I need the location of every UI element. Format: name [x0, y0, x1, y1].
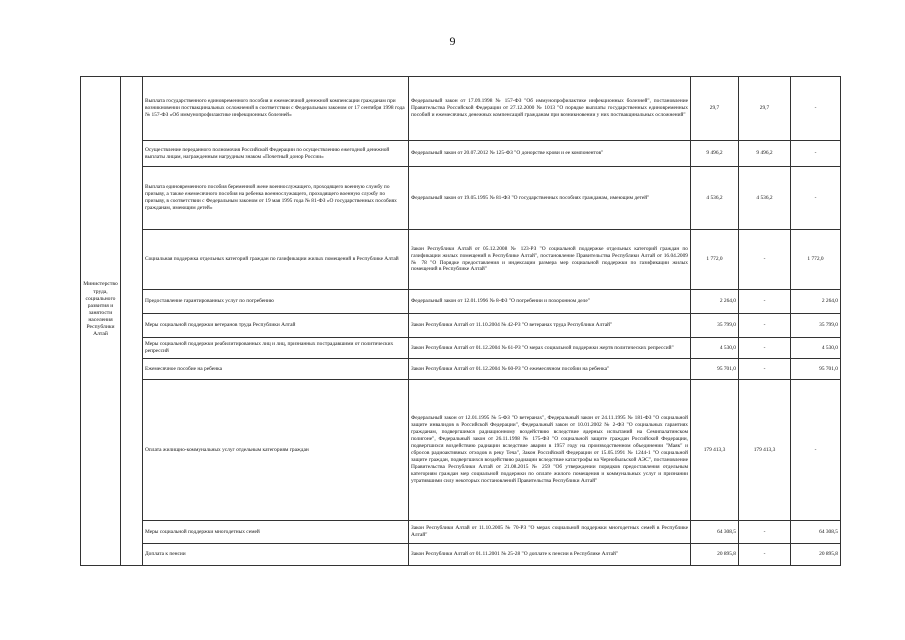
table-row	[81, 167, 841, 230]
legal-basis-cell: Закон Республики Алтай от 01.12.2004 № 60-РЗ "О ежемесячном пособии на ребенка"	[409, 359, 691, 380]
legal-basis-cell: Закон Республики Алтай от 11.10.2005 № 70-РЗ "О мерах социальной поддержки многодетных семей в Республике Алтай"	[409, 521, 691, 544]
legal-basis-cell: Закон Республики Алтай от 01.12.2004 № 61-РЗ "О мерах социальной поддержки жертв политических репрессий"	[409, 338, 691, 359]
federal-cell: -	[739, 230, 791, 290]
total-cell: 179 413,3	[691, 380, 739, 521]
legal-basis-cell: Федеральный закон от 20.07.2012 № 125-ФЗ "О донорстве крови и ее компонентов"	[409, 141, 691, 167]
federal-cell: -	[739, 290, 791, 314]
total-cell: 4 530,0	[691, 338, 739, 359]
regional-cell: 20 895,8	[791, 544, 841, 566]
measure-cell: Осуществление переданного полномочия Российской Федерации по осуществлению ежегодной денежной выплаты лицам, награжденным нагрудным знаком «Почетный донор России»	[143, 141, 409, 167]
empty-column	[121, 77, 143, 566]
measure-cell: Меры социальной поддержки многодетных семей	[143, 521, 409, 544]
measure-cell: Оплата жилищно-коммунальных услуг отдельным категориям граждан	[143, 380, 409, 521]
table-row	[81, 338, 841, 359]
measure-cell: Доплата к пенсии	[143, 544, 409, 566]
regional-cell: 95 701,0	[791, 359, 841, 380]
table-row	[81, 544, 841, 566]
regional-cell: -	[791, 77, 841, 141]
measures-table	[80, 76, 841, 566]
table-row	[81, 359, 841, 380]
federal-cell: 29,7	[739, 77, 791, 141]
total-cell: 9 496,2	[691, 141, 739, 167]
regional-cell: 2 264,0	[791, 290, 841, 314]
regional-cell: -	[791, 167, 841, 230]
legal-basis-cell: Федеральный закон от 12.01.1995 № 5-ФЗ "О ветеранах", Федеральный закон от 24.11.1995 № 181-ФЗ "О социальной защите инвалидов в Российской Федерации", Федеральный закон от 10.01.2002 № 2-ФЗ "О социальных гарантиях гражданам, подвергшимся радиационному воздействию вследствие ядерных испытаний на Семипалатинском полигоне", Федеральный закон от 26.11.1998 № 175-ФЗ "О социальной защите граждан Российской Федерации, подвергшихся воздействию радиации вследствие аварии в 1957 году на производственном объединении "Маяк" и сбросов радиоактивных отходов в реку Теча", Закон Российской Федерации от 15.05.1991 № 1244-1 "О социальной защите граждан, подвергшихся воздействию радиации вследствие катастрофы на Чернобыльской АЭС", постановление Правительства Республики Алтай от 21.08.2015 № 259 "Об утверждении порядков предоставления отдельным категориям граждан мер социальной поддержки по оплате жилого помещения и коммунальных услуг и признании утратившими силу некоторых постановлений Правительства Республики Алтай"	[409, 380, 691, 521]
department-cell: Министерство труда, социального развития и занятости населения Республики Алтай	[81, 77, 121, 566]
regional-cell: 35 799,0	[791, 314, 841, 338]
federal-cell: 4 536,2	[739, 167, 791, 230]
total-cell: 29,7	[691, 77, 739, 141]
measure-cell: Меры социальной поддержки реабилитированных лиц и лиц, признанных пострадавшими от политических репрессий	[143, 338, 409, 359]
legal-basis-cell: Федеральный закон от 19.05.1995 № 81-ФЗ "О государственных пособиях гражданам, имеющим детей"	[409, 167, 691, 230]
measure-cell: Выплата государственного единовременного пособия и ежемесячной денежной компенсации гражданам при возникновении поствакцинальных осложнений в соответствии с Федеральным законом от 17 сентября 1998 года № 157-ФЗ «Об иммунопрофилактике инфекционных болезней»	[143, 77, 409, 141]
measure-cell: Предоставление гарантированных услуг по погребению	[143, 290, 409, 314]
table-row	[81, 521, 841, 544]
federal-cell: -	[739, 544, 791, 566]
table-row	[81, 77, 841, 141]
legal-basis-cell: Закон Республики Алтай от 01.11.2001 № 25-28 "О доплате к пенсии в Республике Алтай"	[409, 544, 691, 566]
legal-basis-cell: Федеральный закон от 17.09.1998 № 157-ФЗ "Об иммунопрофилактике инфекционных болезней", постановление Правительства Российской Федерации от 27.12.2000 № 1013 "О порядке выплаты государственных единовременных пособий и ежемесячных денежных компенсаций гражданам при возникновении у них поствакцинальных осложнений"	[409, 77, 691, 141]
regional-cell: 4 530,0	[791, 338, 841, 359]
legal-basis-cell: Федеральный закон от 12.01.1996 № 8-ФЗ "О погребении и похоронном деле"	[409, 290, 691, 314]
total-cell: 1 772,0	[691, 230, 739, 290]
federal-cell: 179 413,3	[739, 380, 791, 521]
federal-cell: -	[739, 314, 791, 338]
regional-cell: -	[791, 141, 841, 167]
federal-cell: -	[739, 338, 791, 359]
table-row	[81, 380, 841, 521]
federal-cell: -	[739, 359, 791, 380]
federal-cell: -	[739, 521, 791, 544]
regional-cell: -	[791, 380, 841, 521]
measure-cell: Меры социальной поддержки ветеранов труда Республики Алтай	[143, 314, 409, 338]
measure-cell: Социальная поддержка отдельных категорий граждан по газификации жилых помещений в Республике Алтай	[143, 230, 409, 290]
table-row	[81, 230, 841, 290]
total-cell: 95 701,0	[691, 359, 739, 380]
table-row	[81, 314, 841, 338]
total-cell: 35 799,0	[691, 314, 739, 338]
measure-cell: Ежемесячное пособие на ребенка	[143, 359, 409, 380]
total-cell: 20 895,8	[691, 544, 739, 566]
legal-basis-cell: Закон Республики Алтай от 11.10.2004 № 42-РЗ "О ветеранах труда Республики Алтай"	[409, 314, 691, 338]
total-cell: 64 308,5	[691, 521, 739, 544]
table-row	[81, 141, 841, 167]
table-row	[81, 290, 841, 314]
measure-cell: Выплата единовременного пособия беременной жене военнослужащего, проходящего военную службу по призыву, а также ежемесячного пособия на ребенка военнослужащего, проходящего военную службу по призыву, в соответствии с Федеральным законом от 19 мая 1995 года № 81-ФЗ «О государственных пособиях гражданам, имеющим детей»	[143, 167, 409, 230]
total-cell: 2 264,0	[691, 290, 739, 314]
regional-cell: 64 308,5	[791, 521, 841, 544]
total-cell: 4 536,2	[691, 167, 739, 230]
federal-cell: 9 496,2	[739, 141, 791, 167]
page-number: 9	[449, 34, 456, 48]
regional-cell: 1 772,0	[791, 230, 841, 290]
legal-basis-cell: Закон Республики Алтай от 05.12.2008 № 123-РЗ "О социальной поддержке отдельных категорий граждан по газификации жилых помещений в Республике Алтай", постановление Правительства Республики Алтай от 16.04.2009 № 78 "О Порядке предоставления и индексации размера мер социальной поддержки по газификации жилых помещений в Республике Алтай"	[409, 230, 691, 290]
